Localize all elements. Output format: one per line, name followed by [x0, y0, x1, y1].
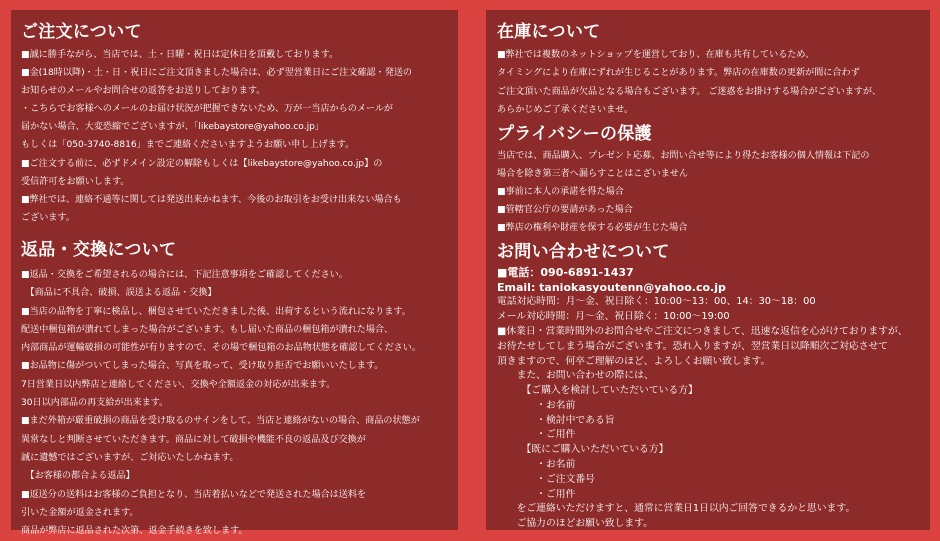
text-line: ■電話：090-6891-1437 — [497, 265, 634, 279]
returns-section-title: 返品・交換について — [21, 239, 177, 260]
text-line: あらかじめご了承くださいませ。 — [497, 104, 634, 115]
text-line: もしくは「050-3740-8816」までご連絡くださいますようお願い申し上げます。 — [21, 140, 355, 151]
text-line: ■返品・交換をご希望されるの場合には、下記注意事項をご確認してください。 — [21, 269, 348, 280]
text-line: Email: taniokasyoutenn@yahoo.co.jp — [497, 280, 726, 294]
text-line: 場合を除き第三者へ漏らすことはこざいません — [497, 169, 688, 180]
text-line: ご協力のほどお願い致します。 — [497, 518, 653, 530]
returns-section-body — [21, 266, 450, 540]
text-line: 【既にご購入いただいている方】 — [497, 444, 669, 456]
privacy-section-body — [497, 148, 922, 238]
text-line: 7日営業日以内弊店と連絡してください、交換や全額返金の対応が出来ます。 — [21, 379, 336, 390]
text-line: お知らせのメールやお問合せの返答をお送りしております。 — [21, 86, 266, 97]
text-line: ■お品物に傷がついてしまった場合、写真を取って、受け取り拒否でお願いいたします。 — [21, 361, 384, 372]
text-line: 異常なしと判断させていただきます。商品に対して破損や機能不良の返品及び交換が — [21, 434, 366, 445]
text-line: 内部商品が運輸破損の可能性が有りますので、その場で梱包箱のお品物状態を確認してください。 — [21, 343, 421, 354]
text-line: ・ご用件 — [497, 488, 576, 500]
text-line: ■ご注文する前に、必ずドメイン設定の解除もしくは【likebaystore@yahoo.co.jp】の — [21, 158, 383, 169]
text-line: メール対応時間：月～金、祝日除く：10:00～19:00 — [497, 311, 730, 323]
text-line: をご連絡いただけますと、通常に営業日1日以内ご回答できるかと思います。 — [497, 503, 856, 515]
contact-section-body — [497, 266, 922, 532]
privacy-section-title: プライバシーの保護 — [497, 124, 652, 145]
text-line: ■まだ外箱が厳重破損の商品を受け取るのサインをして、当店と連絡がないの場合、商品の状態が — [21, 416, 420, 427]
text-line: ■休業日・営業時間外のお問合せやご注文につきまして、迅速な返信を心がけておりますが、 — [497, 325, 908, 337]
text-line: ・検討中である旨 — [497, 414, 615, 426]
stock-section-title: 在庫について — [497, 22, 601, 42]
text-line: ■返送分の送料はお客様のご負担となり、当店着払いなどで発送された場合は送料を — [21, 489, 367, 500]
text-line: ■金(18時以降)・土・日・祝日にご注文頂きました場合は、必ず翌営業日にご注文確認・発送の — [21, 68, 413, 79]
text-line: ・こちらでお客様へのメールのお届け状況が把握できないため、万が一当店からのメールが — [21, 104, 394, 115]
text-line: 配送中梱包箱が潰れてしまった場合がございます。もし届いた商品の梱包箱が潰れた場合、 — [21, 324, 394, 335]
text-line: ございます。 — [21, 212, 75, 223]
text-line: ■誠に勝手ながら、当店では、土・日曜・祝日は定休日を頂戴しております。 — [21, 50, 339, 60]
text-line: タイミングにより在庫にずれが生じることがあります。弊店の在庫数の更新が間に合わず — [497, 68, 860, 79]
text-line: 商品が弊店に返品された次第、返金手続きを致します。 — [21, 526, 248, 537]
text-line: ■管轄官公庁の要請があった場合 — [497, 204, 633, 215]
text-line: 当店では、商品購入、プレゼント応募、お問い合せ等により得たお客様の個人情報は下記の — [497, 151, 870, 162]
text-line: 30日以内部品の再支給が出来ます。 — [21, 398, 169, 409]
contact-section-title: お問い合わせについて — [497, 241, 670, 262]
order-section-title: ご注文について — [21, 22, 142, 42]
text-line: お待たせしてしまう場合がございます。恐れ入りますが、翌営業日以降順次ご対応させて — [497, 340, 889, 352]
right-info-panel — [486, 10, 930, 530]
text-line: 届かない場合、大変恐縮でございますが、「likebaystore@yahoo.co.jp」 — [21, 122, 324, 133]
text-line: 【ご購入を検討していただいている方】 — [497, 385, 698, 397]
left-info-panel — [11, 10, 458, 537]
text-line: 【商品に不具合、破損、誤送よる返品・交換】 — [21, 288, 217, 299]
text-line: 引いた金額が返金されます。 — [21, 507, 139, 518]
text-line: ・お名前 — [497, 459, 576, 471]
text-line: ■弊社では、連絡不通等に関しては発送出来かねます、今後のお取引をお受け出来ない場合も — [21, 194, 402, 205]
text-line: 受信許可をお願いします。 — [21, 176, 130, 187]
text-line: 誠に遺憾ではございますが、ご対応いたしかねます。 — [21, 452, 239, 463]
text-line: 頂きますので、何卒ご理解のほど、よろしくお願い致します。 — [497, 355, 771, 367]
text-line: ご注文頂いた商品が欠品となる場合もございます。 ご迷惑をお掛けする場合がございますが、 — [497, 86, 882, 97]
text-line: 【お客様の都合よる返品】 — [21, 471, 135, 482]
stock-section-body — [497, 46, 922, 119]
text-line: ■当店の品物を丁寧に検品し、梱包させていただきました後、出荷するという流れになります。 — [21, 306, 411, 317]
text-line: また、お問い合わせの際には、 — [497, 370, 654, 382]
text-line: ■弊社では複数のネットショップを運営しており、在庫も共有しているため、 — [497, 50, 815, 60]
text-line: ■弊店の権利や財産を保する必要が生じた場合 — [497, 222, 688, 233]
text-line: ・ご注文番号 — [497, 473, 595, 485]
text-line: 電話対応時間：月～金、祝日除く：10:00～13：00、14：30～18：00 — [497, 296, 816, 308]
text-line: ■事前に本人の承諾を得た場合 — [497, 187, 624, 197]
order-section-body — [21, 46, 450, 227]
text-line: ・ご用件 — [497, 429, 576, 441]
text-line: ・お名前 — [497, 399, 576, 411]
